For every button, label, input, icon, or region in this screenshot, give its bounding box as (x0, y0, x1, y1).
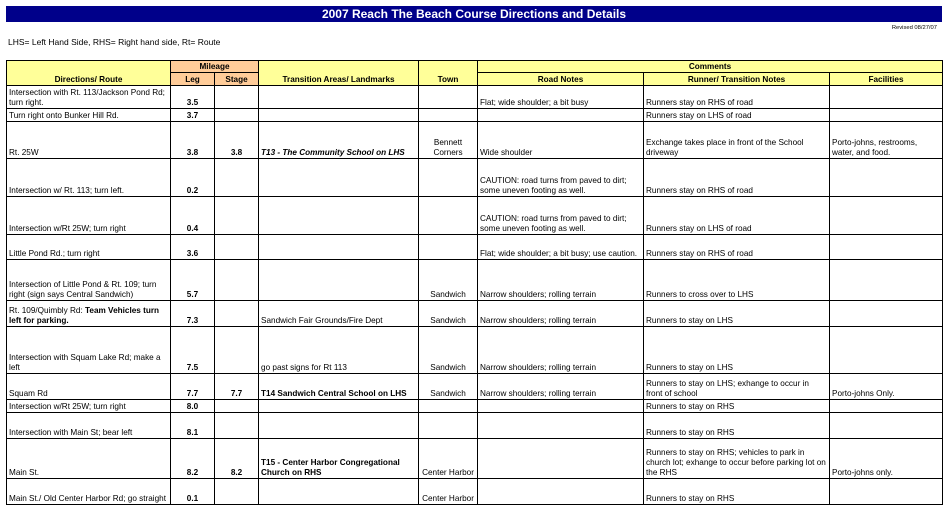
transition-cell-text: go past signs for Rt 113 (261, 363, 347, 372)
facilities-cell (830, 301, 943, 327)
stage-cell (215, 109, 259, 122)
facilities-cell (830, 260, 943, 301)
directions-cell (7, 413, 171, 439)
leg-cell (171, 400, 215, 413)
directions-cell-text: Intersection w/ Rt. 113; turn left. (9, 186, 124, 195)
road-notes-cell (478, 86, 644, 109)
directions-cell-text: Intersection w/Rt 25W; turn right (9, 402, 126, 411)
transition-cell (259, 109, 419, 122)
leg-cell (171, 301, 215, 327)
transition-cell-text: T13 - The Community School on LHS (261, 148, 405, 157)
road-notes-cell (478, 197, 644, 235)
facilities-cell-text: Porto-johns only. (832, 468, 893, 477)
runner-notes-cell-text: Runners to stay on RHS (646, 402, 735, 411)
directions-cell (7, 109, 171, 122)
header-transition: Transition Areas/ Landmarks (259, 61, 419, 86)
town-cell (419, 374, 478, 400)
transition-cell (259, 327, 419, 374)
page-title: 2007 Reach The Beach Course Directions and Details (6, 6, 942, 22)
transition-cell (259, 400, 419, 413)
facilities-cell (830, 479, 943, 505)
table-row (7, 327, 943, 374)
road-notes-cell-text: Narrow shoulders; rolling terrain (480, 389, 597, 398)
transition-cell (259, 197, 419, 235)
leg-cell-text: 3.7 (186, 111, 199, 120)
leg-cell (171, 260, 215, 301)
town-cell (419, 197, 478, 235)
road-notes-cell (478, 374, 644, 400)
runner-notes-cell (644, 301, 830, 327)
town-cell-text: Sandwich (430, 316, 466, 325)
leg-cell-text: 8.2 (186, 468, 199, 477)
town-cell-text: Sandwich (430, 389, 466, 398)
runner-notes-cell (644, 86, 830, 109)
transition-cell (259, 439, 419, 479)
stage-cell (215, 400, 259, 413)
leg-cell (171, 479, 215, 505)
transition-cell (259, 413, 419, 439)
runner-notes-cell-text: Runners stay on RHS of road (646, 249, 753, 258)
leg-cell-text: 8.1 (186, 428, 199, 437)
facilities-cell-text: Porto-johns Only. (832, 389, 895, 398)
facilities-cell (830, 439, 943, 479)
directions-cell-text: Intersection of Little Pond & Rt. 109; turn right (sign says Central Sandwich) (9, 280, 157, 299)
stage-cell-text: 8.2 (230, 468, 243, 477)
runner-notes-cell (644, 439, 830, 479)
header-town: Town (419, 61, 478, 86)
road-notes-cell (478, 235, 644, 260)
facilities-cell (830, 122, 943, 159)
facilities-cell (830, 327, 943, 374)
leg-cell-text: 7.7 (186, 389, 199, 398)
course-directions-table (6, 60, 943, 505)
revised-date: Revised 08/27/07 (891, 25, 937, 31)
town-cell (419, 301, 478, 327)
road-notes-cell-text: Flat; wide shoulder; a bit busy; use caution. (480, 249, 638, 258)
transition-cell (259, 301, 419, 327)
stage-cell-text: 3.8 (230, 148, 243, 157)
header-road-notes: Road Notes (478, 73, 644, 86)
road-notes-cell-text: Wide shoulder (480, 148, 533, 157)
stage-cell-text: 7.7 (230, 389, 243, 398)
runner-notes-cell-text: Runners stay on RHS of road (646, 98, 753, 107)
leg-cell (171, 197, 215, 235)
leg-cell (171, 235, 215, 260)
leg-cell-text: 7.3 (186, 316, 199, 325)
directions-cell (7, 400, 171, 413)
town-cell (419, 260, 478, 301)
leg-cell-text: 3.6 (186, 249, 199, 258)
leg-cell-text: 3.5 (186, 98, 199, 107)
leg-cell (171, 439, 215, 479)
table-row (7, 86, 943, 109)
table-row (7, 260, 943, 301)
road-notes-cell (478, 159, 644, 197)
runner-notes-cell-text: Runners to stay on LHS; exhange to occur in front of school (646, 379, 809, 398)
stage-cell (215, 260, 259, 301)
directions-cell-text: Rt. 109/Quimbly Rd: (9, 306, 83, 315)
road-notes-cell (478, 301, 644, 327)
runner-notes-cell (644, 327, 830, 374)
header-stage: Stage (215, 73, 259, 86)
stage-cell (215, 235, 259, 260)
facilities-cell-text: Porto-johns, restrooms, water, and food. (832, 138, 918, 157)
runner-notes-cell-text: Exchange takes place in front of the School driveway (646, 138, 804, 157)
directions-cell-text: Turn right onto Bunker Hill Rd. (9, 111, 119, 120)
road-notes-cell (478, 479, 644, 505)
transition-cell-text: T14 Sandwich Central School on LHS (261, 389, 407, 398)
runner-notes-cell-text: Runners stay on RHS of road (646, 186, 753, 195)
runner-notes-cell (644, 479, 830, 505)
leg-cell-text: 8.0 (186, 402, 199, 411)
runner-notes-cell (644, 197, 830, 235)
table-row (7, 374, 943, 400)
town-cell (419, 479, 478, 505)
directions-cell (7, 235, 171, 260)
directions-cell (7, 374, 171, 400)
table-row (7, 400, 943, 413)
leg-cell (171, 159, 215, 197)
leg-cell-text: 0.2 (186, 186, 199, 195)
leg-cell (171, 374, 215, 400)
header-facilities: Facilities (830, 73, 943, 86)
directions-cell (7, 260, 171, 301)
directions-cell-text: Intersection with Rt. 113/Jackson Pond Rd; turn right. (9, 88, 165, 107)
road-notes-cell-text: Flat; wide shoulder; a bit busy (480, 98, 589, 107)
town-cell-text: Center Harbor (422, 468, 474, 477)
road-notes-cell (478, 439, 644, 479)
road-notes-cell (478, 413, 644, 439)
directions-cell (7, 479, 171, 505)
transition-cell (259, 159, 419, 197)
facilities-cell (830, 413, 943, 439)
table-row (7, 197, 943, 235)
directions-cell-text: Little Pond Rd.; turn right (9, 249, 100, 258)
stage-cell (215, 413, 259, 439)
transition-cell (259, 374, 419, 400)
town-cell (419, 159, 478, 197)
stage-cell (215, 374, 259, 400)
leg-cell (171, 122, 215, 159)
stage-cell (215, 122, 259, 159)
runner-notes-cell (644, 260, 830, 301)
stage-cell (215, 86, 259, 109)
directions-cell-text: Main St./ Old Center Harbor Rd; go straight (9, 494, 166, 503)
leg-cell-text: 7.5 (186, 363, 199, 372)
leg-cell-text: 5.7 (186, 290, 199, 299)
table-row (7, 301, 943, 327)
runner-notes-cell-text: Runners stay on LHS of road (646, 111, 752, 120)
table-row (7, 439, 943, 479)
header-mileage: Mileage (171, 61, 259, 73)
leg-cell-text: 0.1 (186, 494, 199, 503)
directions-cell-text: Intersection with Squam Lake Rd; make a left (9, 353, 161, 372)
table-row (7, 235, 943, 260)
facilities-cell (830, 109, 943, 122)
transition-cell (259, 86, 419, 109)
town-cell-text: Bennett Corners (433, 138, 463, 157)
facilities-cell (830, 235, 943, 260)
directions-cell-text: Main St. (9, 468, 40, 477)
road-notes-cell-text: Narrow shoulders; rolling terrain (480, 316, 597, 325)
facilities-cell (830, 400, 943, 413)
directions-cell (7, 301, 171, 327)
runner-notes-cell (644, 374, 830, 400)
town-cell-text: Center Harbor (422, 494, 474, 503)
directions-cell (7, 197, 171, 235)
runner-notes-cell-text: Runners to stay on LHS (646, 316, 733, 325)
transition-cell (259, 479, 419, 505)
leg-cell-text: 0.4 (186, 224, 199, 233)
stage-cell (215, 439, 259, 479)
town-cell (419, 235, 478, 260)
town-cell (419, 327, 478, 374)
town-cell (419, 86, 478, 109)
leg-cell (171, 109, 215, 122)
facilities-cell (830, 86, 943, 109)
directions-cell (7, 86, 171, 109)
table-row (7, 109, 943, 122)
header-leg: Leg (171, 73, 215, 86)
transition-cell (259, 260, 419, 301)
runner-notes-cell (644, 122, 830, 159)
directions-cell (7, 159, 171, 197)
directions-cell-text: Intersection with Main St; bear left (9, 428, 133, 437)
road-notes-cell-text: CAUTION: road turns from paved to dirt; some uneven footing as well. (480, 176, 627, 195)
runner-notes-cell-text: Runners stay on LHS of road (646, 224, 752, 233)
facilities-cell (830, 374, 943, 400)
transition-cell-text: T15 - Center Harbor Congregational Church on RHS (261, 458, 400, 477)
transition-cell-text: Sandwich Fair Grounds/Fire Dept (261, 316, 383, 325)
runner-notes-cell-text: Runners to cross over to LHS (646, 290, 754, 299)
leg-cell (171, 413, 215, 439)
header-runner-notes: Runner/ Transition Notes (644, 73, 830, 86)
runner-notes-cell (644, 400, 830, 413)
table-row (7, 479, 943, 505)
road-notes-cell-text: CAUTION: road turns from paved to dirt; some uneven footing as well. (480, 214, 627, 233)
directions-cell (7, 327, 171, 374)
header-comments: Comments (478, 61, 943, 73)
transition-cell (259, 235, 419, 260)
table-row (7, 159, 943, 197)
runner-notes-cell (644, 159, 830, 197)
stage-cell (215, 327, 259, 374)
directions-cell-text: Rt. 25W (9, 148, 39, 157)
runner-notes-cell (644, 413, 830, 439)
town-cell-text: Sandwich (430, 363, 466, 372)
road-notes-cell (478, 109, 644, 122)
header-directions: Directions/ Route (7, 61, 171, 86)
directions-cell-text: Intersection w/Rt 25W; turn right (9, 224, 126, 233)
runner-notes-cell (644, 109, 830, 122)
facilities-cell (830, 159, 943, 197)
road-notes-cell-text: Narrow shoulders; rolling terrain (480, 363, 597, 372)
team-vehicle-note: Team Vehicles turn left for parking. (9, 306, 160, 325)
town-cell (419, 122, 478, 159)
runner-notes-cell-text: Runners to stay on RHS (646, 494, 735, 503)
leg-cell (171, 327, 215, 374)
stage-cell (215, 159, 259, 197)
road-notes-cell-text: Narrow shoulders; rolling terrain (480, 290, 597, 299)
stage-cell (215, 301, 259, 327)
road-notes-cell (478, 400, 644, 413)
road-notes-cell (478, 122, 644, 159)
runner-notes-cell (644, 235, 830, 260)
directions-cell (7, 439, 171, 479)
town-cell-text: Sandwich (430, 290, 466, 299)
transition-cell (259, 122, 419, 159)
facilities-cell (830, 197, 943, 235)
road-notes-cell (478, 260, 644, 301)
table-row (7, 413, 943, 439)
stage-cell (215, 479, 259, 505)
road-notes-cell (478, 327, 644, 374)
runner-notes-cell-text: Runners to stay on LHS (646, 363, 733, 372)
town-cell (419, 439, 478, 479)
runner-notes-cell-text: Runners to stay on RHS (646, 428, 735, 437)
town-cell (419, 400, 478, 413)
directions-cell (7, 122, 171, 159)
leg-cell (171, 86, 215, 109)
runner-notes-cell-text: Runners to stay on RHS; vehicles to park in church lot; exhange to occur before parking lot on the RHS (646, 448, 826, 477)
abbreviation-legend: LHS= Left Hand Side, RHS= Right hand side, Rt= Route (8, 37, 221, 47)
leg-cell-text: 3.8 (186, 148, 199, 157)
directions-cell-text: Squam Rd (9, 389, 48, 398)
town-cell (419, 109, 478, 122)
town-cell (419, 413, 478, 439)
table-row (7, 122, 943, 159)
stage-cell (215, 197, 259, 235)
